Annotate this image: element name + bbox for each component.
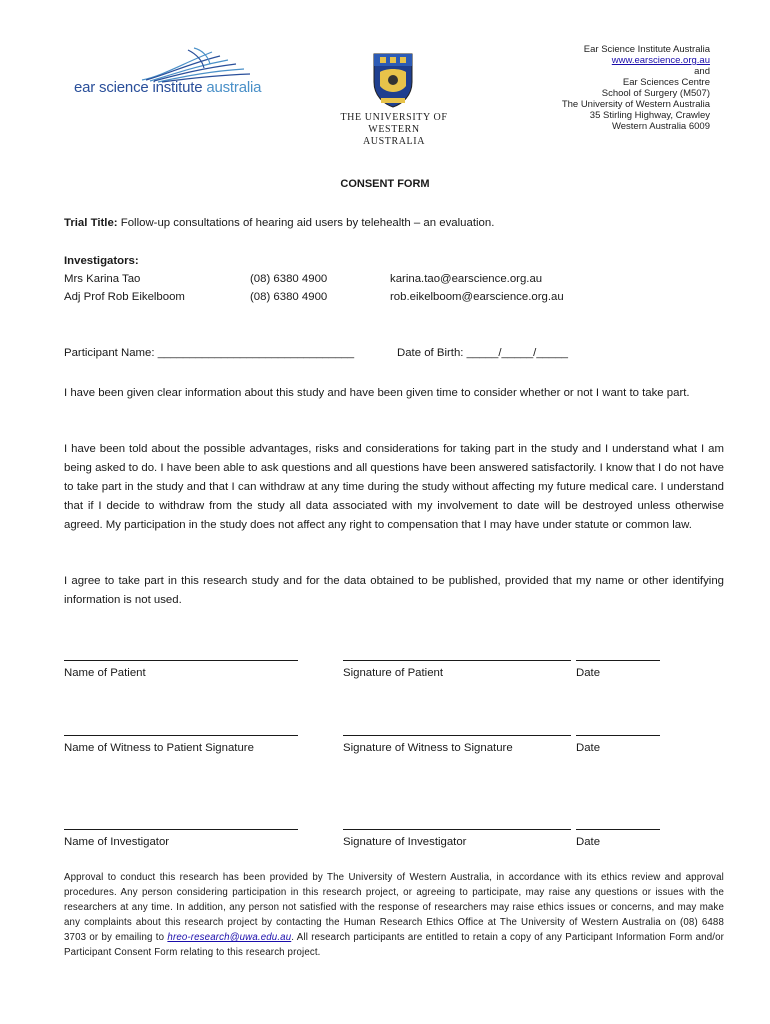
address-state: Western Australia 6009	[611, 121, 710, 132]
uwa-name-line2: WESTERN AUSTRALIA	[362, 124, 426, 147]
consent-paragraph-2: I have been told about the possible advantages, risks and considerations for taking part in the study and I understand what I am being asked to do. I have been able to ask questions and all questions have been answered satisfactorily. I know that I do not have to take part in the study and that I can withdraw at any time during the study without affecting my future medical care. I understand that if I decide to withdraw from the study all data associated with my involvement to date will be destroyed unless otherwise agreed. My participation in the study does not affect any right to compensation that I may have under statute or common law.	[64, 443, 724, 531]
patient-date-label: Date	[576, 667, 601, 679]
witness-signature-line[interactable]	[343, 735, 571, 736]
uwa-name-line1: THE UNIVERSITY OF	[340, 112, 448, 123]
investigators-heading: Investigators:	[64, 255, 139, 267]
investigator-name: Adj Prof Rob Eikelboom	[64, 291, 185, 303]
ethics-approval-notice	[64, 870, 724, 960]
footer-text: Approval to conduct this research has been provided by The University of Western Australia, in accordance with its ethics review and approval procedures. Any person considering participation in this research project, or agreeing to participate, may raise any questions or issues with the researchers at any time. In addition, any person not satisfied with the response of researchers may raise ethics issues or concerns, and may make any complaints about this research project by contacting the Human Research Ethics Office at The University of Western Australia on (08) 6488 3703 or by emailing to	[64, 872, 724, 943]
website-link[interactable]: www.earscience.org.au	[611, 55, 710, 66]
address-org: Ear Science Institute Australia	[583, 44, 710, 55]
investigator-email: rob.eikelboom@earscience.org.au	[390, 291, 564, 303]
investigator-date-line[interactable]	[576, 829, 660, 830]
investigator-date-label: Date	[576, 836, 601, 848]
esia-logo-light: australia	[206, 79, 262, 96]
trial-title-label: Trial Title:	[64, 217, 118, 229]
investigator-phone: (08) 6380 4900	[250, 291, 328, 303]
witness-name-line[interactable]	[64, 735, 298, 736]
witness-date-line[interactable]	[576, 735, 660, 736]
esia-logo	[72, 46, 272, 106]
address-block	[490, 44, 710, 132]
investigator-signature-line[interactable]	[343, 829, 571, 830]
investigator-phone: (08) 6380 4900	[250, 273, 328, 285]
investigator-email: karina.tao@earscience.org.au	[390, 273, 543, 285]
address-street: 35 Stirling Highway, Crawley	[589, 110, 710, 121]
trial-title-value: Follow-up consultations of hearing aid users by telehealth – an evaluation.	[120, 217, 495, 229]
trial-title-row	[64, 214, 724, 233]
esia-logo-bold: ear science institute	[74, 79, 203, 96]
patient-signature-label: Signature of Patient	[343, 667, 444, 679]
uwa-logo	[338, 52, 458, 147]
investigator-name: Mrs Karina Tao	[64, 273, 141, 285]
uwa-crest-icon	[372, 52, 414, 108]
patient-signature-line[interactable]	[343, 660, 571, 661]
form-title: CONSENT FORM	[340, 178, 430, 190]
address-school: School of Surgery (M507)	[601, 88, 710, 99]
hreo-email-link[interactable]: hreo-research@uwa.edu.au	[167, 932, 292, 943]
footer-tail: . All research participants are entitled to retain a copy of any Participant Information Form and/or Participant Consent Form relating to this research project.	[64, 932, 724, 958]
investigator-signature-label: Signature of Investigator	[343, 836, 467, 848]
patient-date-line[interactable]	[576, 660, 660, 661]
consent-paragraph-1: I have been given clear information about this study and have been given time to consider whether or not I want to take part.	[64, 387, 690, 399]
witness-name-label: Name of Witness to Patient Signature	[64, 742, 254, 754]
patient-name-line[interactable]	[64, 660, 298, 661]
investigator-name-line[interactable]	[64, 829, 298, 830]
participant-name-field[interactable]: Participant Name: _______________________________	[64, 347, 355, 359]
address-and: and	[694, 66, 710, 77]
address-centre: Ear Sciences Centre	[622, 77, 710, 88]
date-of-birth-field[interactable]: Date of Birth: _____/_____/_____	[397, 347, 568, 359]
consent-paragraph-3: I agree to take part in this research study and for the data obtained to be published, provided that my name or other identifying information is not used.	[64, 575, 724, 606]
uwa-name	[338, 112, 450, 148]
address-university: The University of Western Australia	[561, 99, 710, 110]
patient-name-label: Name of Patient	[64, 667, 146, 679]
esia-logo-text	[74, 79, 261, 96]
witness-date-label: Date	[576, 742, 601, 754]
witness-signature-label: Signature of Witness to Signature	[343, 742, 513, 754]
investigator-name-label: Name of Investigator	[64, 836, 170, 848]
